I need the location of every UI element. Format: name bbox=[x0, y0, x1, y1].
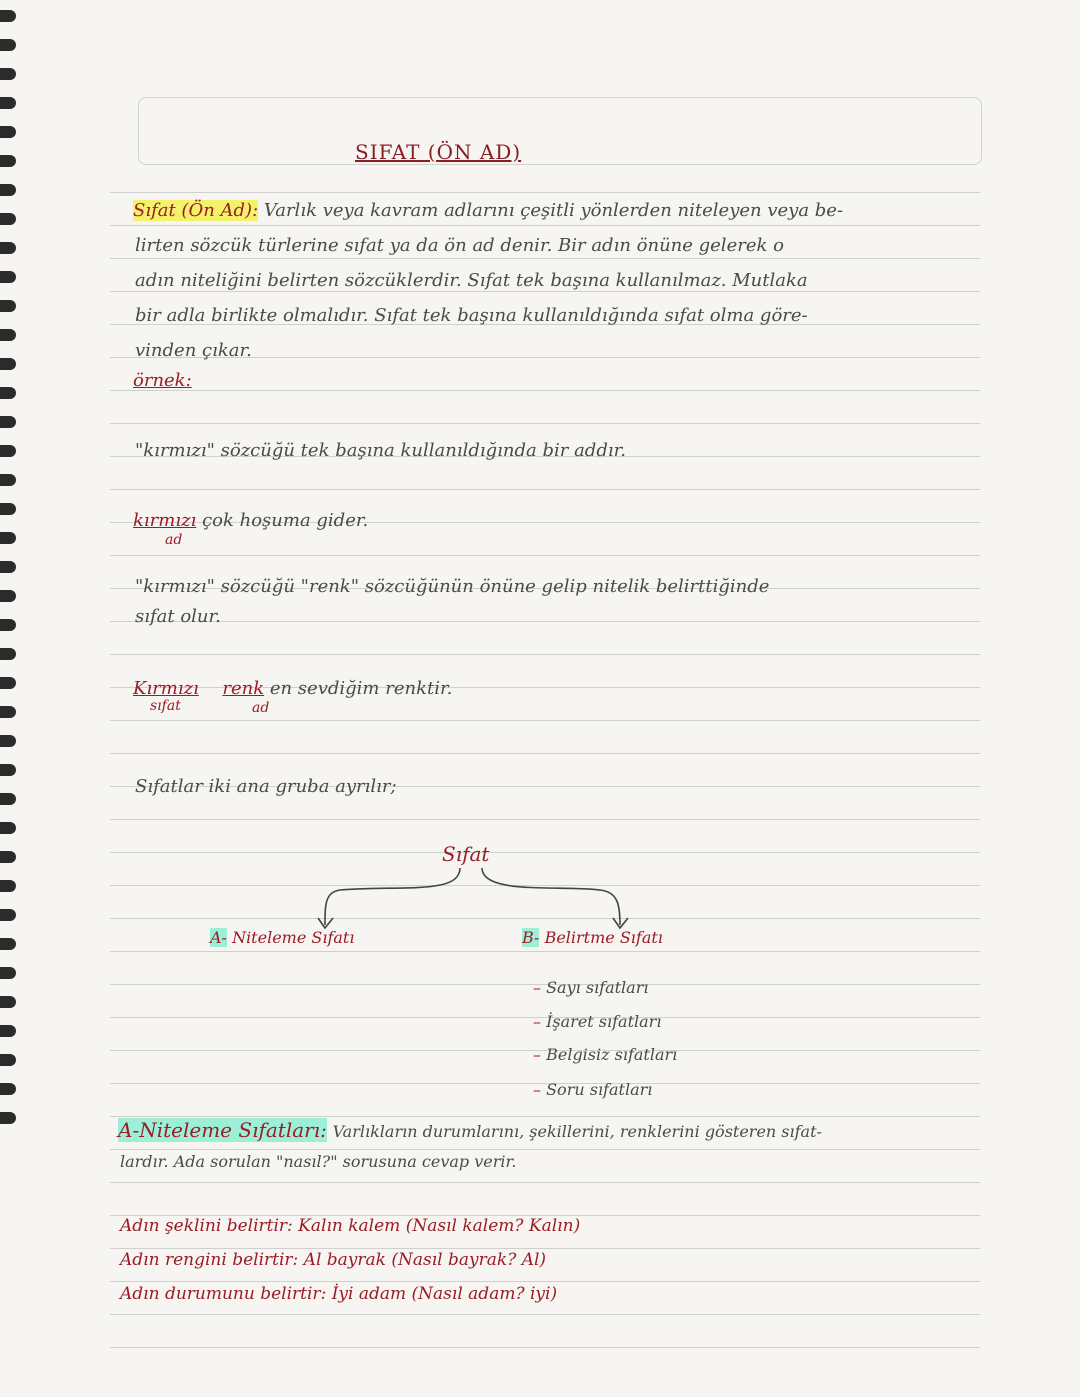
example-tag-sifat: sıfat bbox=[150, 698, 181, 714]
example-label: örnek: bbox=[133, 370, 192, 391]
right-item-2: – İşaret sıfatları bbox=[533, 1012, 662, 1031]
definition-term: Sıfat (Ön Ad): bbox=[133, 200, 259, 221]
diagram-root: Sıfat bbox=[442, 842, 490, 866]
right-item-3: – Belgisiz sıfatları bbox=[533, 1045, 678, 1064]
example-tag-ad: ad bbox=[165, 532, 183, 548]
section-a-line-1: A-Niteleme Sıfatları: Varlıkların durumlarını, şekillerini, renklerini gösteren sıfat- bbox=[118, 1118, 822, 1142]
example-tag-ad-2: ad bbox=[252, 700, 270, 716]
a-example-2: Adın rengini belirtir: Al bayrak (Nasıl bayrak? Al) bbox=[120, 1250, 547, 1270]
example-line-3a: "kırmızı" sözcüğü "renk" sözcüğünün önüne gelip nitelik belirttiğinde bbox=[135, 576, 770, 597]
section-a-heading: A-Niteleme Sıfatları: bbox=[118, 1118, 327, 1142]
example-line-3b: sıfat olur. bbox=[135, 606, 221, 627]
intro-line-2: lirten sözcük türlerine sıfat ya da ön ad denir. Bir adın önüne gelerek o bbox=[135, 235, 784, 256]
groups-intro: Sıfatlar iki ana gruba ayrılır; bbox=[135, 776, 397, 797]
diagram-right: B- Belirtme Sıfatı bbox=[522, 928, 663, 947]
right-item-4: – Soru sıfatları bbox=[533, 1080, 653, 1099]
a-example-3: Adın durumunu belirtir: İyi adam (Nasıl adam? iyi) bbox=[120, 1284, 558, 1304]
right-item-1: – Sayı sıfatları bbox=[533, 978, 649, 997]
example-line-4: Kırmızı renk en sevdiğim renktir. bbox=[133, 678, 453, 699]
intro-line-5: vinden çıkar. bbox=[135, 340, 252, 361]
diagram-left: A- Niteleme Sıfatı bbox=[210, 928, 355, 947]
page-title: SIFAT (ÖN AD) bbox=[355, 140, 522, 164]
intro-line-4: bir adla birlikte olmalıdır. Sıfat tek başına kullanıldığında sıfat olma göre- bbox=[135, 305, 808, 326]
intro-line-1: Sıfat (Ön Ad): Varlık veya kavram adlarını çeşitli yönlerden niteleyen veya be- bbox=[133, 200, 844, 221]
section-a-line-2: lardır. Ada sorulan "nasıl?" sorusuna cevap verir. bbox=[120, 1152, 517, 1171]
a-example-1: Adın şeklini belirtir: Kalın kalem (Nasıl kalem? Kalın) bbox=[120, 1216, 581, 1236]
intro-line-3: adın niteliğini belirten sözcüklerdir. Sıfat tek başına kullanılmaz. Mutlaka bbox=[135, 270, 808, 291]
example-line-1: "kırmızı" sözcüğü tek başına kullanıldığında bir addır. bbox=[135, 440, 626, 461]
example-line-2: kırmızı çok hoşuma gider. bbox=[133, 510, 369, 531]
